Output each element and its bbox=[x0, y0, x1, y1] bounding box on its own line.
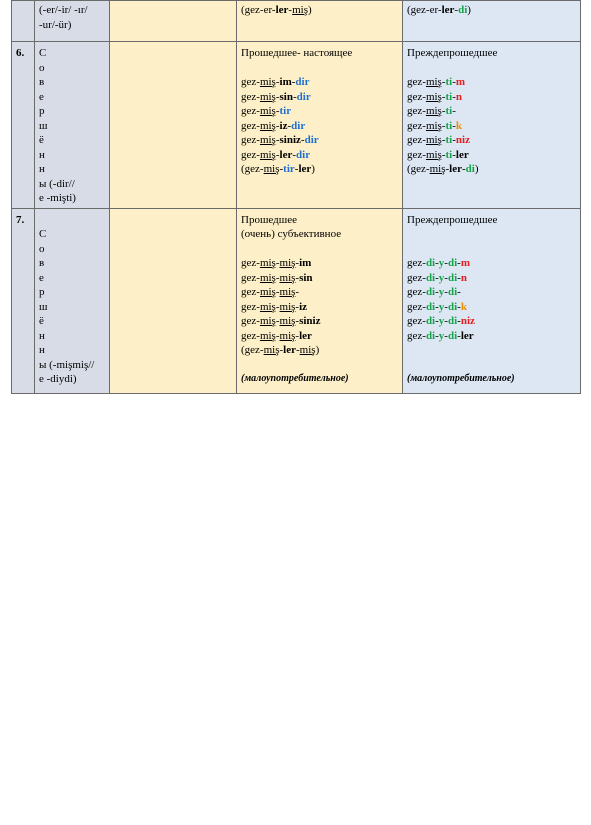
tense-letter: ё bbox=[39, 134, 44, 146]
tense-subheading: (очень) субъективное bbox=[241, 228, 342, 240]
conjugation-table bbox=[11, 0, 581, 394]
row-number: 7. bbox=[12, 208, 35, 393]
conjugation-form: (gez-miş-ler-di) bbox=[407, 163, 479, 175]
tense-heading: Прошедшее bbox=[241, 213, 297, 226]
conjugation-form: gez-miş-iz-dir bbox=[241, 119, 306, 132]
conjugation-form: gez-miş-miş-iz bbox=[241, 300, 308, 313]
tense-letter: е bbox=[39, 271, 44, 284]
row-number: 6. bbox=[12, 42, 35, 209]
conjugation-form: (gez-er-ler-di) bbox=[407, 4, 471, 16]
conjugation-form: gez-miş-sin-dir bbox=[241, 90, 311, 103]
tense-name-cell bbox=[35, 42, 110, 209]
tense-letter: н bbox=[39, 148, 45, 161]
conjugation-form: gez-miş-miş-siniz bbox=[241, 315, 321, 327]
conjugation-form: gez-miş-miş-ler bbox=[241, 329, 312, 342]
conjugation-form: gez-miş-tir bbox=[241, 105, 292, 117]
conjugation-form: gez-di-y-di- bbox=[407, 286, 461, 298]
tense-name-cell bbox=[35, 208, 110, 393]
tense-suffix-line: -ur/-ür) bbox=[39, 18, 72, 31]
tense-letter: в bbox=[39, 257, 45, 269]
tense-letter: р bbox=[39, 105, 45, 117]
present-form-cell bbox=[237, 208, 403, 393]
conjugation-form: gez-miş-miş-im bbox=[241, 257, 312, 269]
tense-heading: Прошедшее- настоящее bbox=[241, 47, 353, 59]
tense-name-vertical bbox=[39, 227, 105, 358]
conjugation-form: gez-miş-im-dir bbox=[241, 76, 310, 88]
conjugation-form: gez-miş-ler-dir bbox=[241, 148, 311, 161]
past-form-cell bbox=[403, 208, 581, 393]
tense-suffix-line: е -mişti) bbox=[39, 192, 76, 204]
conjugation-form: gez-miş-ti-k bbox=[407, 119, 463, 132]
conjugation-form: gez-di-y-di-ler bbox=[407, 329, 474, 342]
tense-letter: н bbox=[39, 329, 45, 342]
tense-letter: н bbox=[39, 344, 45, 356]
tense-letter: С bbox=[39, 228, 47, 240]
tense-letter: р bbox=[39, 286, 45, 298]
present-form-cell bbox=[237, 1, 403, 42]
conjugation-form: (gez-er-ler-miş) bbox=[241, 4, 312, 16]
empty-cell bbox=[110, 1, 237, 42]
tense-heading: Преждепрошедшее bbox=[407, 213, 498, 226]
tense-suffix-line: ы (-dir// bbox=[39, 177, 75, 190]
conjugation-form: gez-miş-ti- bbox=[407, 105, 456, 117]
tense-suffix-line: е -diydi) bbox=[39, 373, 77, 385]
tense-letter: о bbox=[39, 242, 45, 255]
past-form-cell bbox=[403, 1, 581, 42]
conjugation-form: gez-miş-ti-n bbox=[407, 90, 463, 103]
table-row bbox=[12, 1, 581, 42]
past-form-cell bbox=[403, 42, 581, 209]
tense-heading: Преждепрошедшее bbox=[407, 47, 498, 59]
tense-suffix-line: (-er/-ir/ -ır/ bbox=[39, 4, 88, 16]
empty-cell bbox=[110, 208, 237, 393]
tense-letter: ё bbox=[39, 315, 44, 327]
tense-letter: ш bbox=[39, 119, 48, 132]
conjugation-form: gez-miş-miş- bbox=[241, 286, 300, 298]
conjugation-form: gez-miş-ti-ler bbox=[407, 148, 469, 161]
table-row bbox=[12, 42, 581, 209]
tense-letter: ш bbox=[39, 300, 48, 313]
conjugation-form: gez-miş-siniz-dir bbox=[241, 134, 319, 146]
conjugation-form: gez-miş-miş-sin bbox=[241, 271, 313, 284]
tense-name-cell bbox=[35, 1, 110, 42]
conjugation-form: gez-miş-ti-m bbox=[407, 76, 466, 88]
conjugation-form: gez-di-y-di-n bbox=[407, 271, 467, 284]
tense-suffix-line: ы (-mişmiş// bbox=[39, 358, 95, 371]
tense-letter: С bbox=[39, 47, 47, 59]
tense-letter: в bbox=[39, 76, 45, 88]
usage-note: (малоупотребительное) bbox=[241, 373, 349, 384]
conjugation-form: (gez-miş-ler-miş) bbox=[241, 344, 320, 356]
conjugation-form: gez-di-y-di-k bbox=[407, 300, 467, 313]
conjugation-form: gez-miş-ti-niz bbox=[407, 134, 470, 146]
present-form-cell bbox=[237, 42, 403, 209]
table-row bbox=[12, 208, 581, 393]
tense-letter: е bbox=[39, 90, 44, 103]
tense-name-vertical bbox=[39, 46, 105, 177]
row-number-cell bbox=[12, 1, 35, 42]
tense-letter: о bbox=[39, 61, 45, 74]
conjugation-form: gez-di-y-di-m bbox=[407, 257, 470, 269]
usage-note: (малоупотребительное) bbox=[407, 373, 515, 384]
conjugation-form: (gez-miş-tir-ler) bbox=[241, 163, 315, 175]
conjugation-form: gez-di-y-di-niz bbox=[407, 315, 475, 327]
tense-letter: н bbox=[39, 163, 45, 175]
empty-cell bbox=[110, 42, 237, 209]
